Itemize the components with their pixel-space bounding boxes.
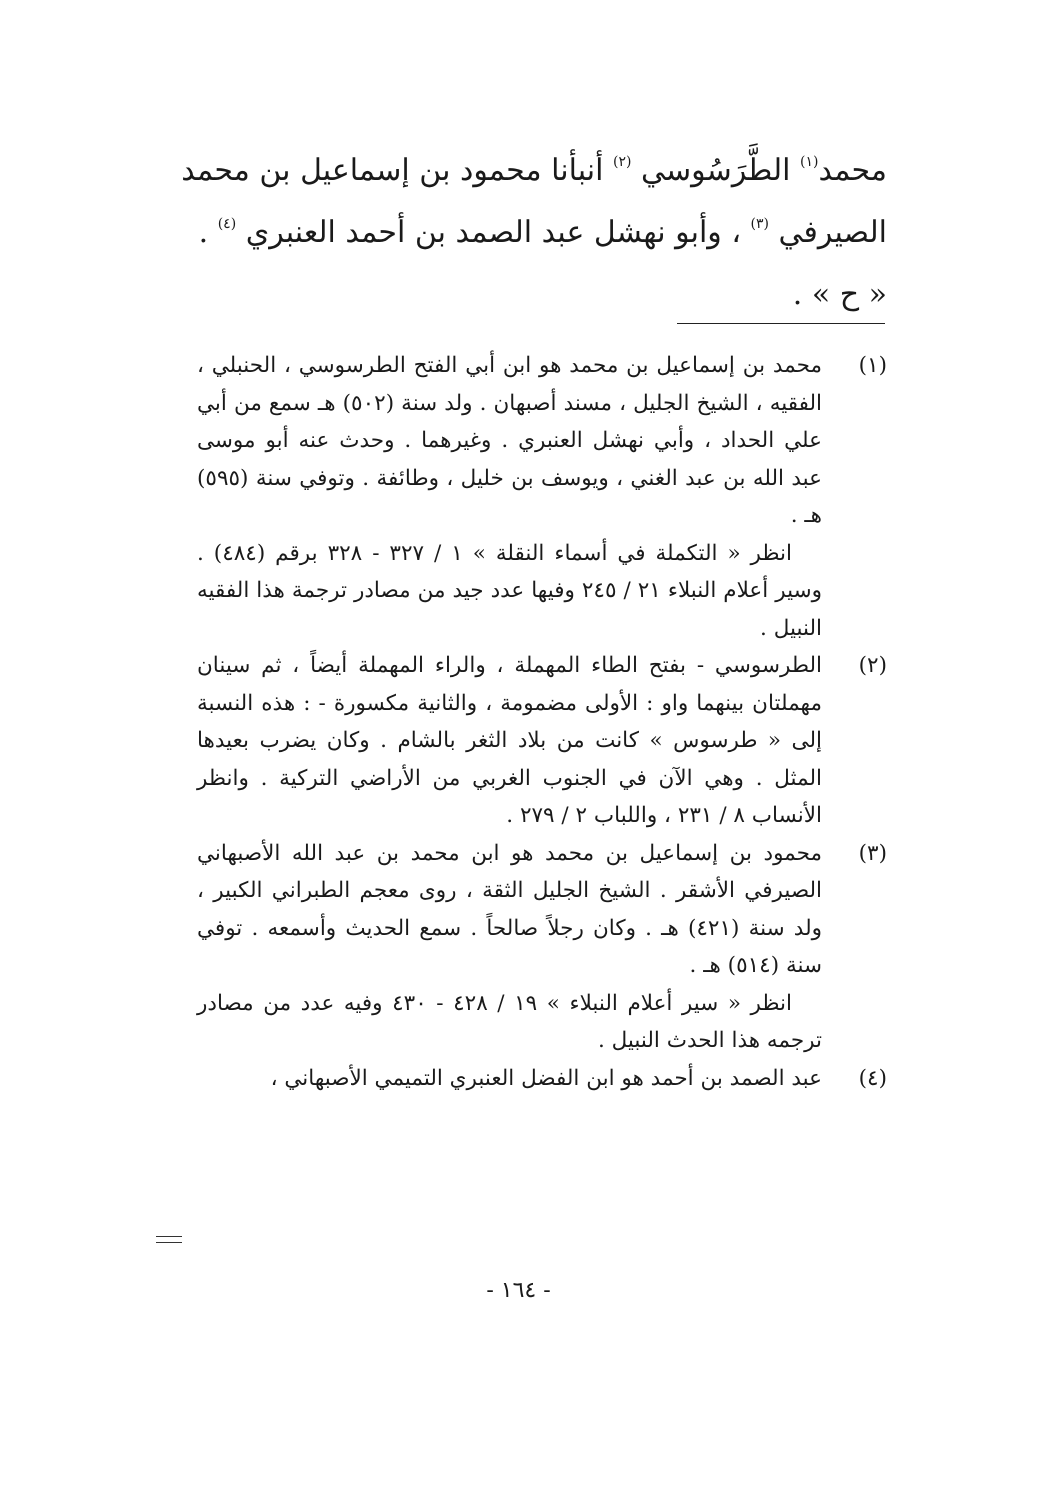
footnote-4 xyxy=(197,1060,887,1098)
main-line-3: « ح » . xyxy=(792,277,887,312)
footnote-3 xyxy=(197,835,887,1060)
footnote-separator xyxy=(677,323,885,324)
footnote-body: محمد بن إسماعيل بن محمد هو ابن أبي الفتح الطرسوسي ، الحنبلي ، الفقيه ، الشيخ الجليل ، مسند أصبهان . ولد سنة (٥٠٢) هـ سمع من أبي علي الحداد ، وأبي نهشل العنبري . وغيرهما . وحدث عنه أبو موسى عبد الله بن عبد الغني ، ويوسف بن خليل ، وطائفة . وتوفي سنة (٥٩٥) هـ . xyxy=(197,353,823,528)
footnote-ref-4: (٤) xyxy=(217,216,237,232)
footnote-1 xyxy=(197,347,887,647)
footnote-2 xyxy=(197,647,887,835)
main-line-2: الصيرفي $^{(٣)}$ ، وأبو نهشل عبد الصمد بن أحمد العنبري $^{(٤)}$ . xyxy=(198,215,887,250)
footnote-number: (٣) xyxy=(858,840,887,866)
footnote-ref-1: (١) xyxy=(800,154,819,170)
footnote-number: (٢) xyxy=(858,653,887,678)
continuation-mark xyxy=(156,1236,182,1246)
footnote-body: الطرسوسي - بفتح الطاء المهملة ، والراء المهملة أيضاً ، ثم سينان مهملتان بينهما واو : الأولى مضمومة ، والثانية مكسورة - : هذه النسبة إلى « طرسوس » كانت من بلاد الثغر بالشام . وكان يضرب بعيدها المثل . وهي الآن في الجنوب الغربي من الأراضي التركية . وانظر الأنساب ٨ / ٢٣١ ، واللباب ٢ / ٢٧٩ . xyxy=(197,653,822,828)
main-line-1: محمد$^{(١)}$ الطَّرَسُوسي $^{(٢)}$ أنبأنا محمود بن إسماعيل بن محمد xyxy=(181,153,887,188)
footnote-body: محمود بن إسماعيل بن محمد هو ابن محمد بن عبد الله الأصبهاني الصيرفي الأشقر . الشيخ الجليل الثقة ، روى معجم الطبراني الكبير ، ولد سنة (٤٢١) هـ . وكان رجلاً صالحاً . سمع الحديث وأسمعه . توفي سنة (٥١٤) هـ . xyxy=(197,840,823,978)
footnote-reference: انظر « التكملة في أسماء النقلة » ١ / ٣٢٧ - ٣٢٨ برقم (٤٨٤) . وسير أعلام النبلاء ٢١ / ٢٤٥ وفيها عدد جيد من مصادر ترجمة هذا الفقيه النبيل . xyxy=(197,540,822,641)
footnote-ref-2: (٢) xyxy=(613,154,632,170)
footnote-number: (٤) xyxy=(858,1065,887,1091)
footnote-ref-3: (٣) xyxy=(750,216,770,232)
page-number: - ١٦٤ - xyxy=(486,1278,551,1303)
footnote-reference: انظر « سير أعلام النبلاء » ١٩ / ٤٢٨ - ٤٣٠ وفيه عدد من مصادر ترجمه هذا الحدث النبيل . xyxy=(197,990,822,1053)
main-text xyxy=(147,140,887,326)
footnote-body: عبد الصمد بن أحمد هو ابن الفضل العنبري التميمي الأصبهاني ، xyxy=(270,1065,822,1091)
footnote-number: (١) xyxy=(858,353,887,378)
footnotes xyxy=(197,347,887,1097)
